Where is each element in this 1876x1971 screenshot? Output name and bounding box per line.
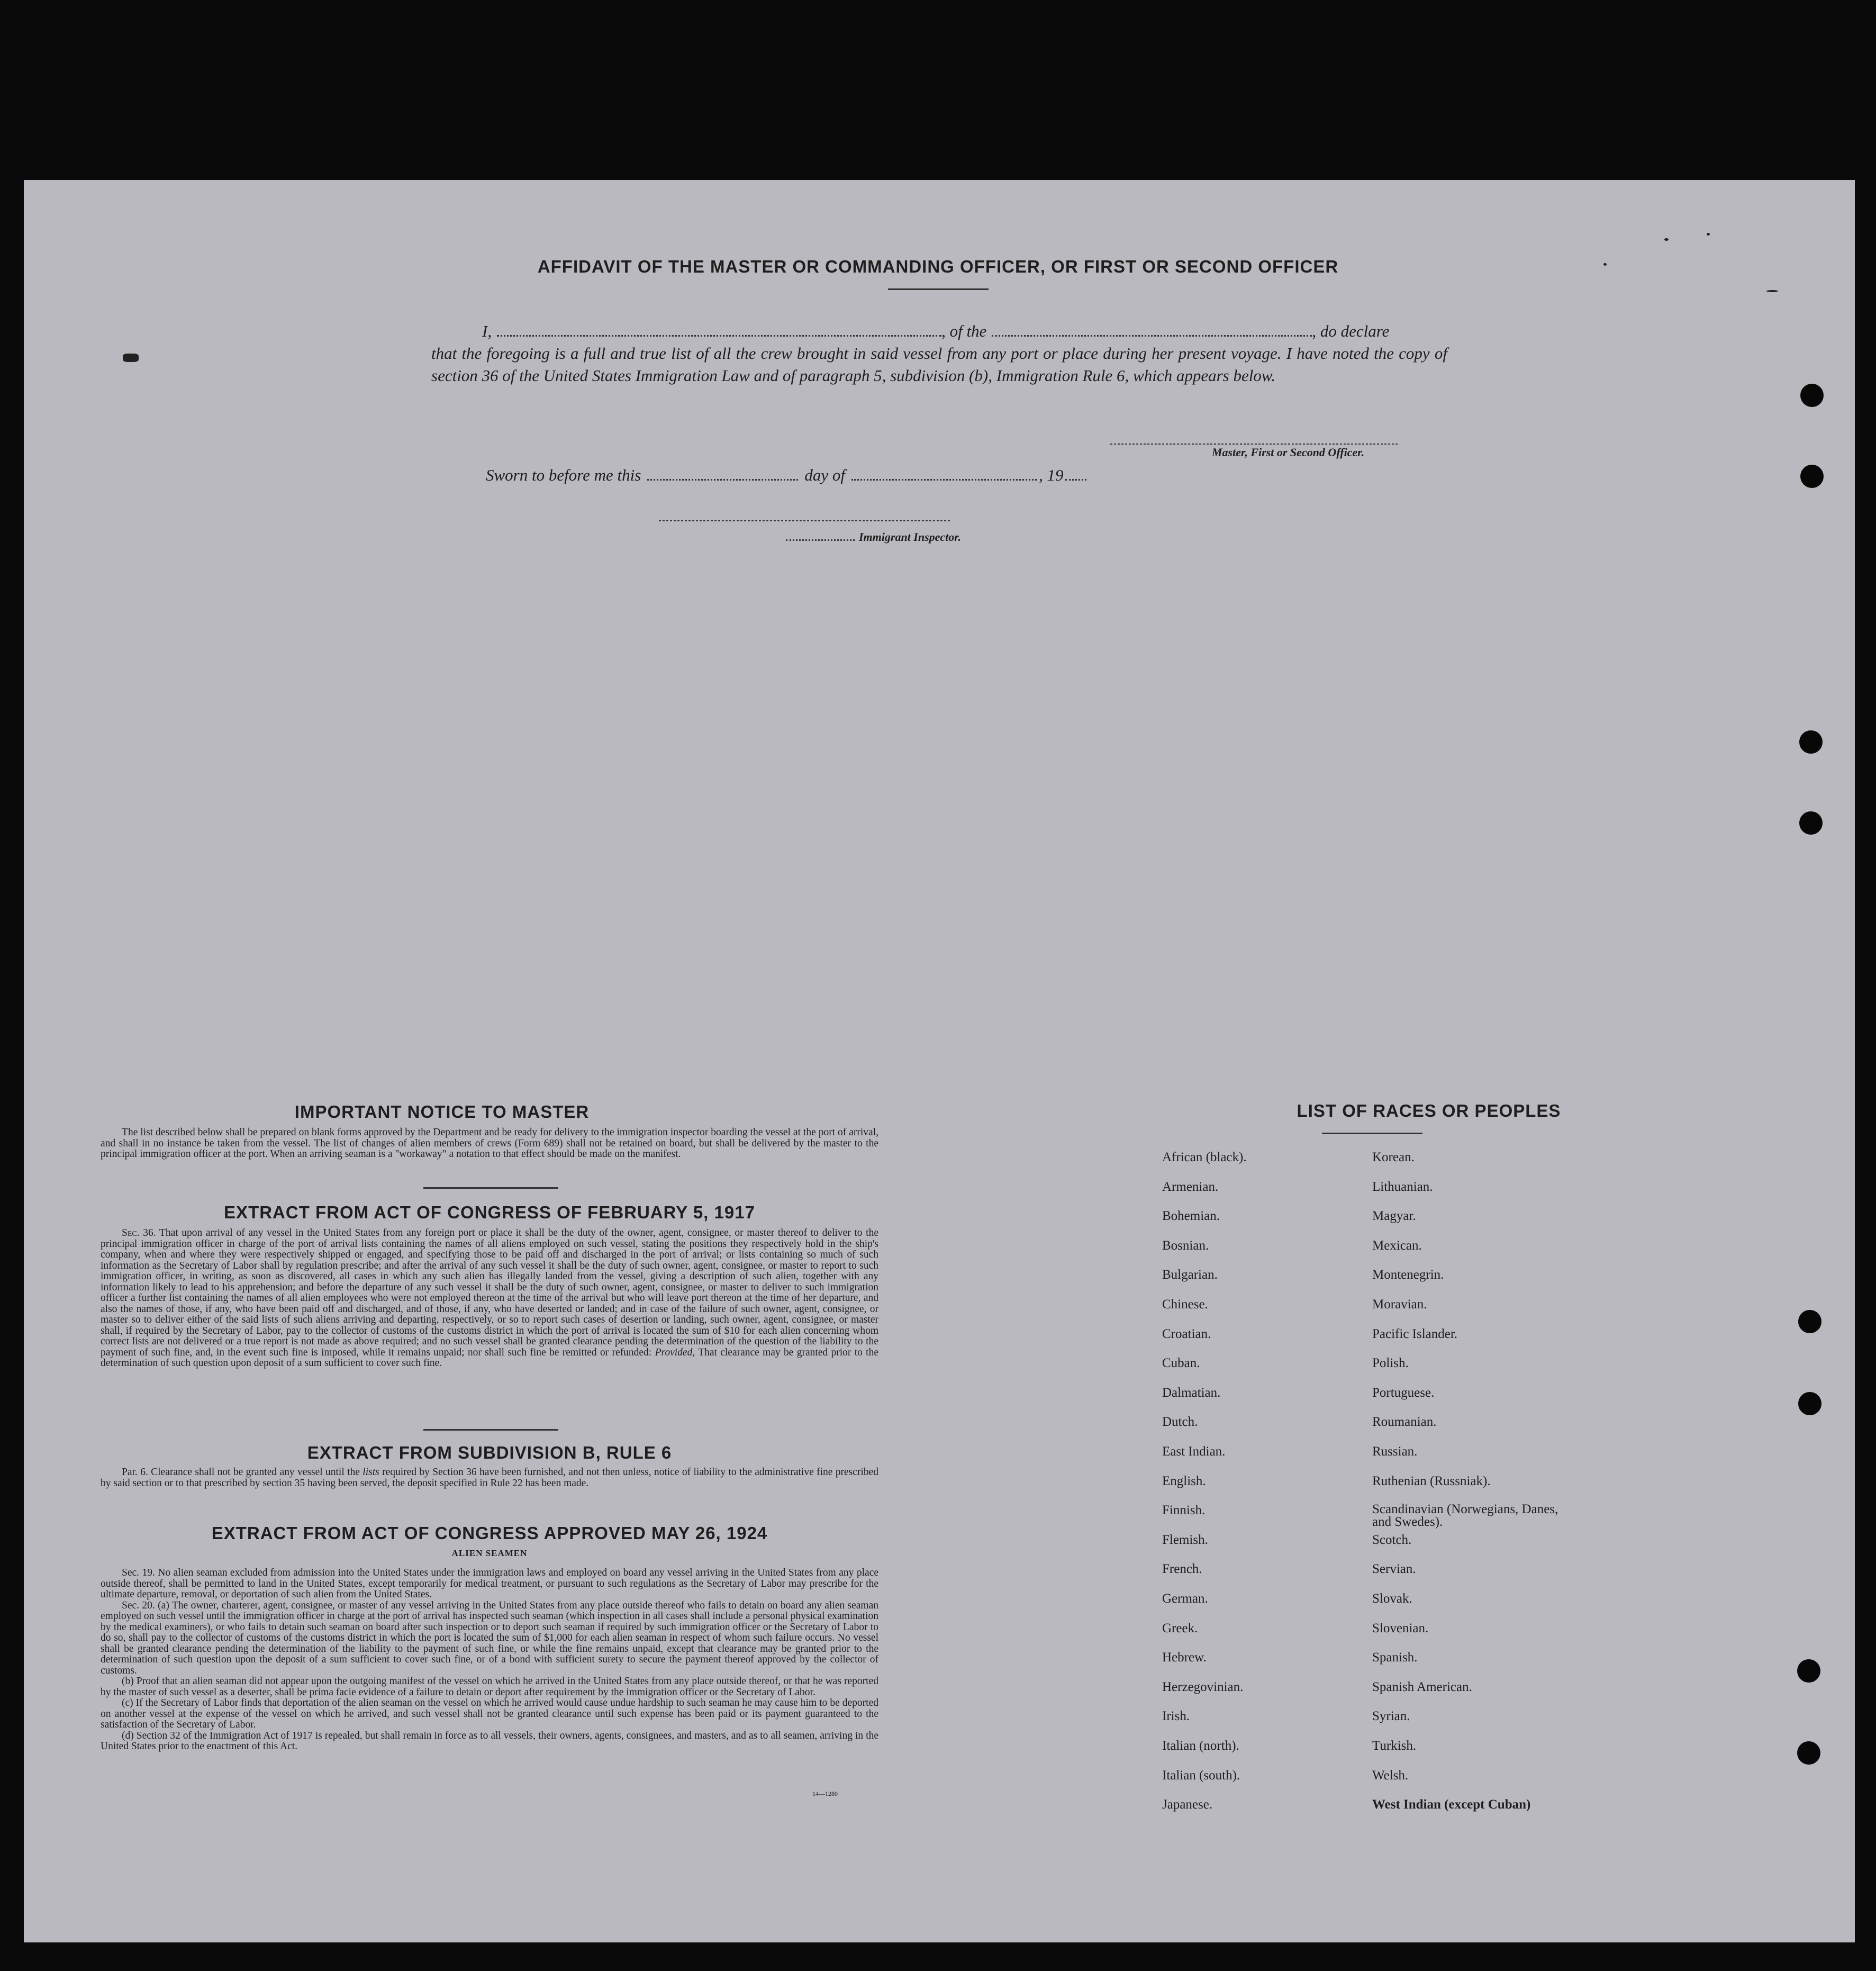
extract-rule6-title: EXTRACT FROM SUBDIVISION B, RULE 6: [307, 1443, 672, 1462]
affidavit-title: AFFIDAVIT OF THE MASTER OR COMMANDING OFFICER, OR FIRST OR SECOND OFFICER: [537, 257, 1339, 276]
race-item: Syrian.: [1372, 1709, 1410, 1724]
race-item: Ruthenian (Russniak).: [1372, 1473, 1491, 1488]
divider: [888, 288, 989, 290]
races-title: LIST OF RACES OR PEOPLES: [1297, 1101, 1561, 1120]
sworn-prefix: Sworn to before me this: [486, 466, 641, 484]
race-item: French.: [1162, 1562, 1202, 1577]
race-item: Pacific Islander.: [1372, 1326, 1458, 1341]
alien-seamen-subtitle: ALIEN SEAMEN: [451, 1548, 528, 1558]
sworn-line: [486, 466, 1086, 485]
race-item: Montenegrin.: [1372, 1268, 1444, 1282]
race-item: Armenian.: [1162, 1179, 1219, 1194]
extract-rule6-text: [101, 1467, 878, 1489]
binder-hole: [1799, 730, 1823, 754]
race-item: Scandinavian (Norwegians, Danes, and Swedes).: [1372, 1502, 1558, 1530]
sec-20b-paragraph: (b) Proof that an alien seaman did not appear upon the outgoing manifest of the vessel on which he arrived in the United States from any place outside thereof, or that he was reported by the master of such vessel as a deserter, shall be prima facie evidence of a failure to detain or deport after requirement by the immigration officer or the Secretary of Labor.: [101, 1676, 878, 1698]
sworn-day-of: day of: [804, 466, 845, 484]
binder-hole: [1797, 1741, 1820, 1765]
race-item: Dutch.: [1162, 1415, 1198, 1430]
race-item: English.: [1162, 1473, 1206, 1488]
race-item: Slovenian.: [1372, 1621, 1429, 1635]
race-item: African (black).: [1162, 1150, 1247, 1164]
sec-36-text: That upon arrival of any vessel in the United States from any foreign port or place it shall be the duty of the owner, agent, consignee, or master thereof to deliver to the principal immigration officer in charge of the port of arrival lists containing the names of all aliens employed on such vessel, stating the positions they respectively hold in the ship's company, when and where they were respectively shipped or engaged, and specifying those to be paid off and discharged in the port of arrival; or lists containing so much of such information as the Secretary of Labor shall by regulation prescribe; and after the arrival of any such vessel it shall be the duty of such owner, agent, consignee, or master to report to such immigration officer, in writing, as soon as discovered, all cases in which any such alien has illegally landed from the vessel, giving a description of such alien, together with any information likely to lead to his apprehension; and before the departure of any such vessel it shall be the duty of such owner, agent, consignee, or master to deliver to such immigration officer a further list containing the names of all alien employees who were not employed thereon at the time of the arrival but who will leave port thereon at the time of her departure, and also the names of those, if any, who have been paid off and discharged, and of those, if any, who have deserted or landed; and in case of the failure of such owner, agent, consignee, or master so to deliver either of the said lists of such aliens arriving and departing, respectively, or so to report such cases of desertion or landing, such owner, agent, consignee, or master shall, if required by the Secretary of Labor, pay to the collector of customs of the customs district in which the port of arrival is located the sum of $10 for each alien concerning whom correct lists are not delivered or a true report is not made as above required; and no such vessel shall be granted clearance pending the determination of the question of the liability to the payment of such fine, and, in the event such fine is imposed, while it remains unpaid; nor shall such fine be remitted or refunded:: [101, 1227, 878, 1358]
sec-20c-paragraph: (c) If the Secretary of Labor finds that deportation of the alien seaman on the vessel on which he arrived would cause undue hardship to such seaman he may cause him to be deported on another vessel at the expense of the vessel on which he arrived, and such vessel shall not be granted clearance until such expense has been paid or its payment guaranteed to the satisfaction of the Secretary of Labor.: [101, 1697, 878, 1730]
race-item: Slovak.: [1372, 1592, 1412, 1606]
extract-1924-text: [101, 1568, 878, 1752]
signature-line: [1110, 444, 1399, 445]
race-item: Moravian.: [1372, 1297, 1427, 1312]
race-item: Roumanian.: [1372, 1415, 1437, 1430]
inspector-line: [786, 530, 961, 544]
binder-hole: [1798, 1392, 1821, 1415]
race-item: West Indian (except Cuban): [1372, 1797, 1531, 1812]
rule6-text-a: Par. 6. Clearance shall not be granted any vessel until the: [122, 1467, 360, 1478]
binder-hole: [1799, 811, 1823, 835]
affidavit-body: [431, 320, 1447, 387]
vessel-field-line: [992, 331, 1312, 337]
provided-word: Provided,: [655, 1346, 695, 1358]
race-item: Finnish.: [1162, 1503, 1206, 1518]
signature-label: Master, First or Second Officer.: [1212, 446, 1365, 459]
extract-1917-text: [101, 1228, 878, 1369]
race-item: Herzegovinian.: [1162, 1679, 1244, 1694]
inspector-signature-line: [659, 520, 950, 521]
race-item: Mexican.: [1372, 1238, 1422, 1253]
race-item: Flemish.: [1162, 1532, 1208, 1547]
inspector-label: Immigrant Inspector.: [859, 530, 962, 544]
race-item: Bulgarian.: [1162, 1268, 1218, 1282]
race-item: Korean.: [1372, 1150, 1415, 1164]
race-item: Dalmatian.: [1162, 1385, 1221, 1400]
notice-text: [101, 1127, 878, 1160]
race-item: Italian (north).: [1162, 1739, 1239, 1753]
binder-hole: [1797, 1659, 1820, 1683]
notice-title: IMPORTANT NOTICE TO MASTER: [294, 1102, 590, 1122]
affidavit-statement: that the foregoing is a full and true list of all the crew brought in said vessel from any port or place during her present voyage. I have noted the copy of section 36 of the United States Immigration Law and of paragraph 5, subdivision (b), Immigration Rule 6, which appears below.: [431, 344, 1447, 385]
extract-1917-title: EXTRACT FROM ACT OF CONGRESS OF FEBRUARY 5, 1917: [224, 1203, 755, 1222]
race-item: Spanish.: [1372, 1650, 1418, 1665]
race-item: Croatian.: [1162, 1326, 1211, 1341]
rule6-paragraph: [101, 1467, 878, 1489]
race-item: Magyar.: [1372, 1209, 1416, 1224]
stray-mark: [1664, 238, 1669, 241]
race-item: Russian.: [1372, 1444, 1418, 1459]
stray-mark: [1766, 290, 1778, 292]
affidavit-declaration-line: [431, 320, 1447, 342]
race-item: Spanish American.: [1372, 1679, 1472, 1694]
race-item: Japanese.: [1162, 1797, 1213, 1812]
section-36-paragraph: [101, 1228, 878, 1369]
race-item: German.: [1162, 1592, 1208, 1606]
race-item: Irish.: [1162, 1709, 1190, 1724]
race-item: Bohemian.: [1162, 1209, 1220, 1224]
race-item: Polish.: [1372, 1356, 1409, 1371]
race-item: Italian (south).: [1162, 1768, 1240, 1783]
year-field-line: [1065, 475, 1086, 481]
binder-hole: [1800, 465, 1824, 488]
month-field-line: [851, 475, 1037, 481]
sec-20a-paragraph: Sec. 20. (a) The owner, charterer, agent, consignee, or master of any vessel arriving in the United States from any place outside thereof who fails to detain on board any alien seaman employed on such vessel until the immigration officer in charge at the port of arrival has inspected such seaman (which inspection in all cases shall include a personal physical examination by the medical examiners), or who fails to detain such seaman on board after such inspection or to deport such seaman if required by such immigration officer or the Secretary of Labor to do so, shall pay to the collector of customs of the customs district in which the port is located the sum of $1,000 for each alien seaman in respect of whom such failure occurs. No vessel shall be granted clearance pending the determination of the liability to the payment of such fine, or while the fine remains unpaid, except that clearance may be granted prior to the determination of such question upon the deposit of a sum sufficient to cover such fine, or of a bond with sufficient surety to secure the payment thereof approved by the collector of customs.: [101, 1599, 878, 1676]
binder-hole: [1800, 384, 1824, 407]
race-item: Greek.: [1162, 1621, 1198, 1635]
divider: [423, 1429, 558, 1431]
lists-word: lists: [362, 1467, 379, 1478]
notice-paragraph: The list described below shall be prepared on blank forms approved by the Department and be ready for delivery to the immigration inspector boarding the vessel at the port of arrival, and shall in no instance be taken from the vessel. The list of changes of alien members of crews (Form 689) shall not be retained on board, but shall be delivered by the master to the principal immigration officer at the port. When an arriving seaman is a "workaway" a notation to that effect should be made on the manifest.: [101, 1127, 878, 1160]
affidavit-declare-label: , do declare: [1312, 322, 1390, 340]
race-item: Cuban.: [1162, 1356, 1200, 1371]
race-item: East Indian.: [1162, 1444, 1226, 1459]
binder-hole: [1798, 1310, 1821, 1333]
sec-36-text-end: That clearance may be granted prior to the determination of such question upon deposit of a sum sufficient to cover such fine.: [101, 1346, 879, 1369]
sec-36-label: Sec. 36.: [122, 1227, 156, 1238]
race-item: Turkish.: [1372, 1739, 1417, 1753]
race-item: Welsh.: [1372, 1768, 1409, 1783]
name-field-line: [497, 331, 941, 337]
race-item: Lithuanian.: [1372, 1179, 1433, 1194]
race-item: Portuguese.: [1372, 1385, 1435, 1400]
divider: [423, 1187, 558, 1189]
inspector-dash: [786, 535, 855, 541]
race-item: Bosnian.: [1162, 1238, 1209, 1253]
affidavit-i-label: I,: [482, 322, 492, 340]
affidavit-of-the-label: , of the: [941, 322, 987, 340]
rule6-text-b: required by Section 36 have been furnished, and not then unless, notice of liability to the administrative fine prescribed by said section or to that prescribed by section 35 having been served, the deposit specified in Rule 22 has been made.: [101, 1467, 878, 1489]
extract-1924-title: EXTRACT FROM ACT OF CONGRESS APPROVED MAY 26, 1924: [211, 1523, 768, 1543]
race-item: Scotch.: [1372, 1532, 1412, 1547]
sec-20d-paragraph: (d) Section 32 of the Immigration Act of 1917 is repealed, but shall remain in force as to all vessels, their owners, agents, consignees, and masters, and as to all seamen, arriving in the United States prior to the enactment of this Act.: [101, 1730, 878, 1752]
race-item: Servian.: [1372, 1562, 1416, 1577]
sec-19-paragraph: Sec. 19. No alien seaman excluded from admission into the United States under the immigration laws and employed on board any vessel arriving in the United States from any place outside thereof, shall be permitted to land in the United States, except temporarily for medical treatment, or pursuant to such regulations as the Secretary of Labor may prescribe for the ultimate departure, removal, or deportation of such alien from the United States.: [101, 1567, 878, 1600]
sworn-year: , 19: [1038, 466, 1064, 484]
race-item: Hebrew.: [1162, 1650, 1207, 1665]
race-item: Chinese.: [1162, 1297, 1208, 1312]
stray-mark: [1707, 233, 1710, 236]
stray-mark: [123, 354, 139, 362]
divider: [1322, 1133, 1422, 1134]
form-number: 14—1280: [812, 1790, 838, 1797]
day-field-line: [647, 475, 798, 481]
